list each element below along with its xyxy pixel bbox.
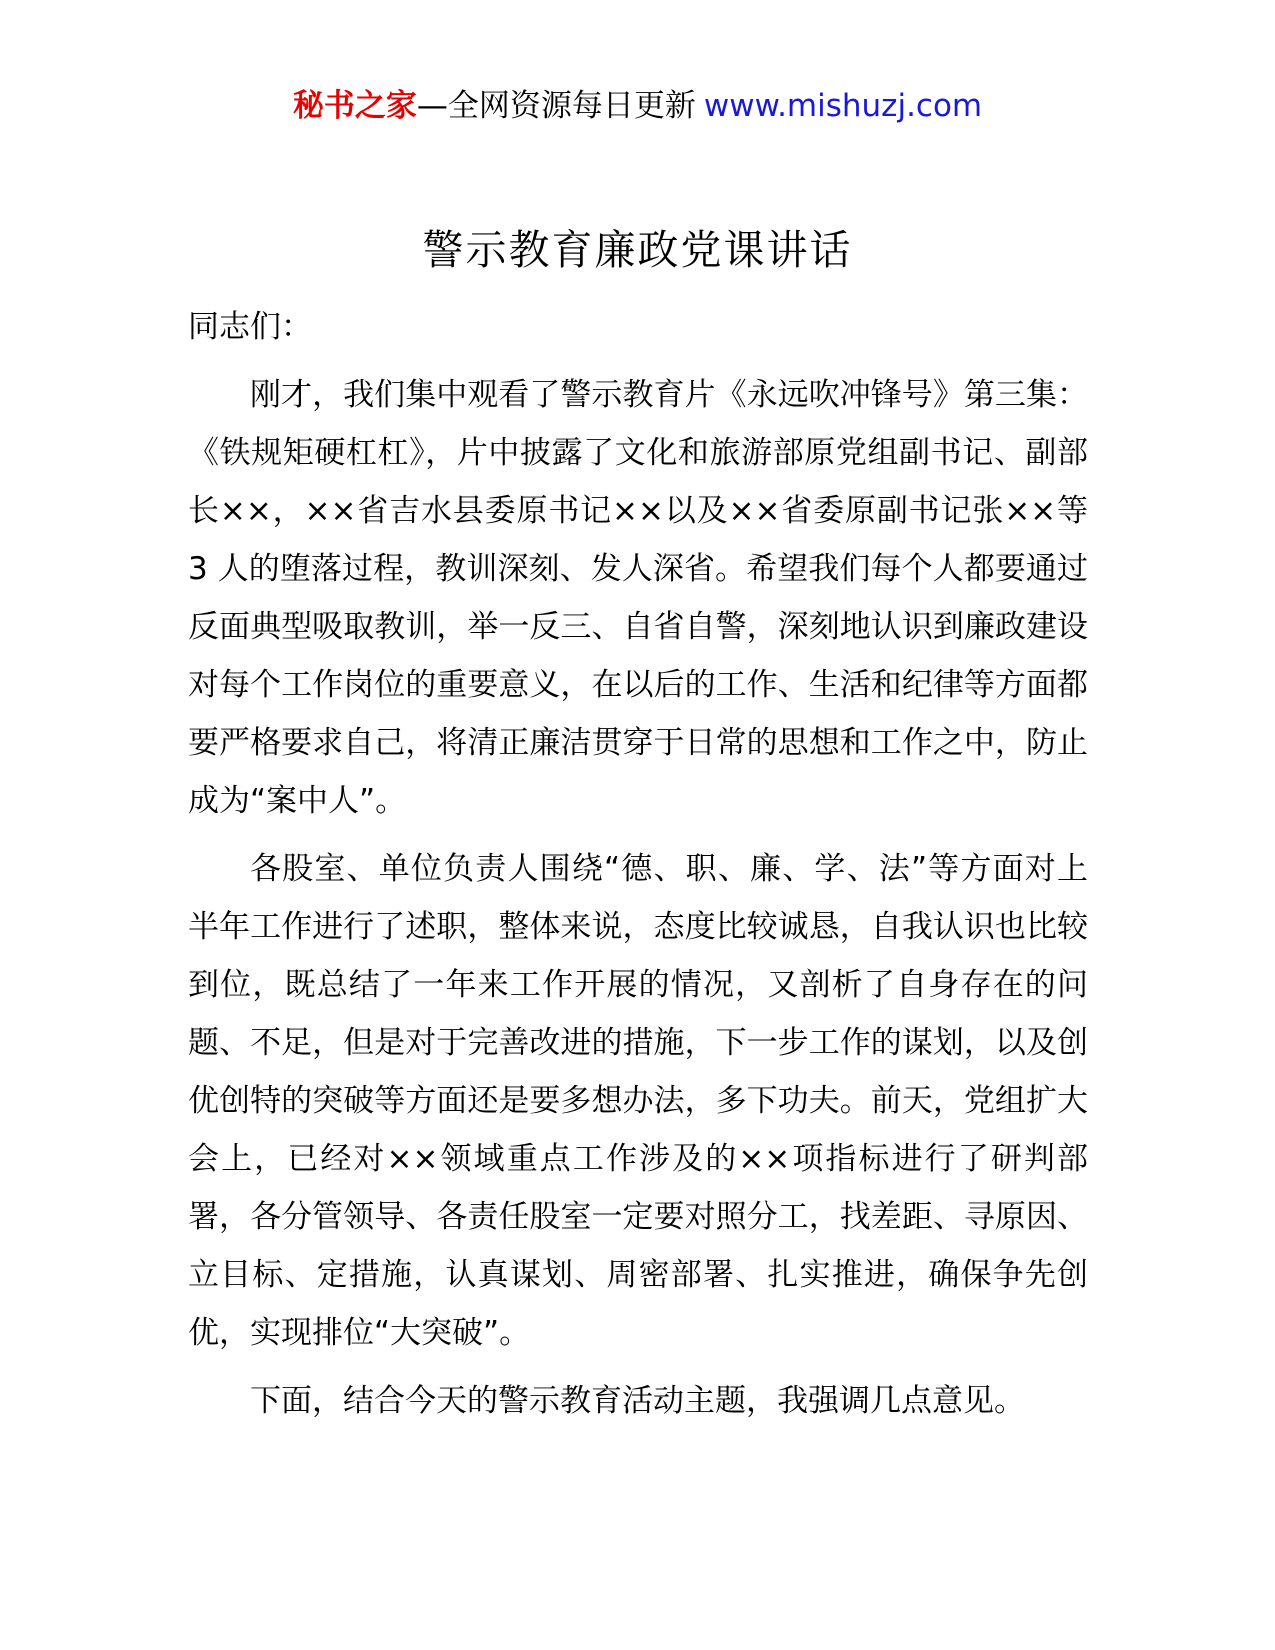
site-tagline: —全网资源每日更新 (416, 88, 696, 124)
page-header (0, 84, 1275, 128)
site-name: 秘书之家 (292, 88, 417, 124)
site-url-link[interactable]: www.mishuzj.com (703, 88, 983, 124)
document-body (188, 298, 1088, 1440)
salutation: 同志们： (188, 309, 312, 345)
paragraph: 各股室、单位负责人围绕“德、职、廉、学、法”等方面对上半年工作进行了述职，整体来说，态度比较诚恳，自我认识也比较到位，既总结了一年来工作开展的情况，又剖析了自身存在的问题、不足，但是对于完善改进的措施，下一步工作的谋划，以及创优创特的突破等方面还是要多想办法，多下功夫。前天，党组扩大会上，已经对××领域重点工作涉及的××项指标进行了研判部署，各分管领导、各责任股室一定要对照分工，找差距、寻原因、立目标、定措施，认真谋划、周密部署、扎实推进，确保争先创优，实现排位“大突破”。 (188, 851, 1088, 1351)
paragraph: 刚才，我们集中观看了警示教育片《永远吹冲锋号》第三集：《铁规矩硬杠杠》，片中披露了文化和旅游部原党组副书记、副部长××，××省吉水县委原书记××以及××省委原副书记张××等 3 人的堕落过程，教训深刻、发人深省。希望我们每个人都要通过反面典型吸取教训，举一反三、自省自警，深刻地认识到廉政建设对每个工作岗位的重要意义，在以后的工作、生活和纪律等方面都要严格要求自己，将清正廉洁贯穿于日常的思想和工作之中，防止成为“案中人”。 (188, 377, 1088, 819)
document-title: 警示教育廉政党课讲话 (422, 226, 853, 274)
paragraph: 下面，结合今天的警示教育活动主题，我强调几点意见。 (250, 1383, 1025, 1419)
